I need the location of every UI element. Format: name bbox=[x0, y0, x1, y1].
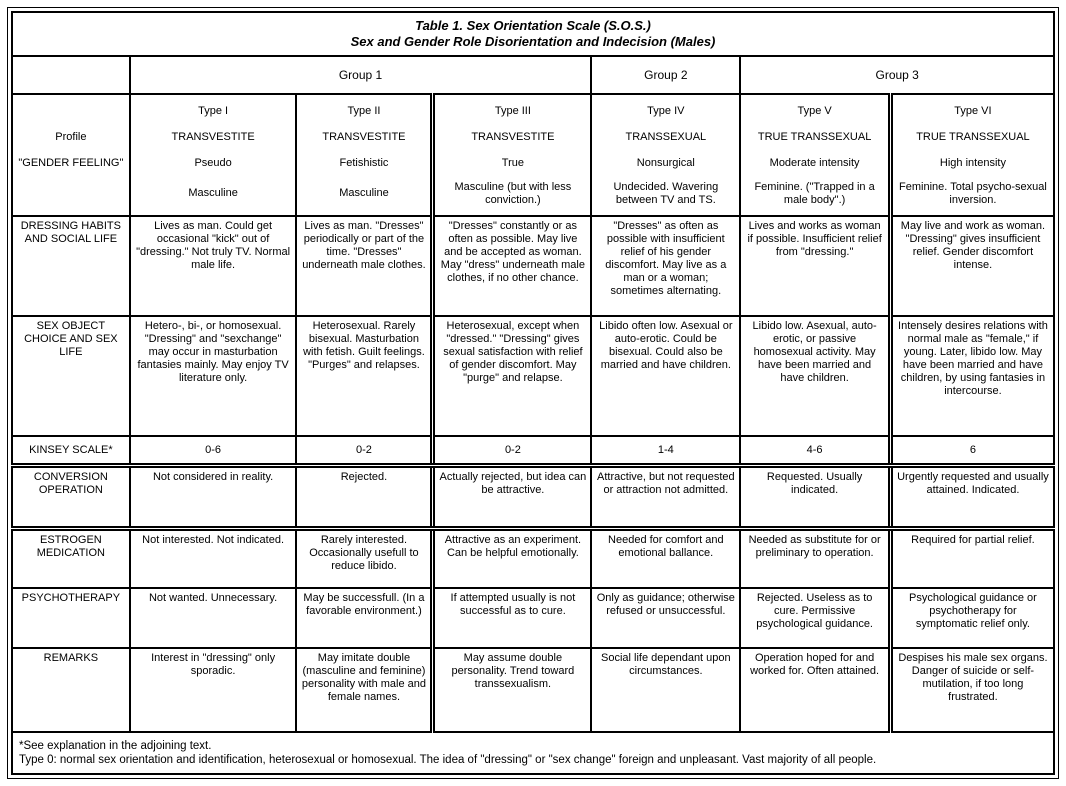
row-label: CONVERSION OPERATION bbox=[12, 466, 130, 529]
row-label: KINSEY SCALE* bbox=[12, 436, 130, 466]
type-category: TRANSVESTITE bbox=[171, 131, 255, 144]
table-cell: 1-4 bbox=[591, 436, 740, 466]
table-cell: 0-2 bbox=[433, 436, 591, 466]
table-title-line1: Table 1. Sex Orientation Scale (S.O.S.) bbox=[415, 18, 651, 33]
th-type-vi bbox=[890, 94, 1054, 216]
group-1-header: Group 1 bbox=[130, 56, 592, 94]
table-cell: May assume double personality. Trend toward transsexualism. bbox=[433, 648, 591, 732]
profile-label: Profile bbox=[55, 131, 87, 144]
group-2-header: Group 2 bbox=[591, 56, 740, 94]
type-category: TRUE TRANSSEXUAL bbox=[757, 131, 872, 144]
footnote-asterisk: *See explanation in the adjoining text. bbox=[19, 740, 212, 752]
table-cell: 6 bbox=[890, 436, 1054, 466]
type-feeling: Feminine. ("Trapped in a male body".) bbox=[754, 180, 875, 206]
table-cell: "Dresses" as often as possible with insufficient relief of his gender discomfort. May live as a man or a woman; sometimes alternating. bbox=[591, 216, 740, 316]
type-subtype: Pseudo bbox=[194, 156, 232, 169]
table-cell: Lives as man. "Dresses" periodically or part of the time. "Dresses" underneath male clothes. bbox=[296, 216, 433, 316]
row-label: REMARKS bbox=[12, 648, 130, 732]
table-cell: "Dresses" constantly or as often as possible. May live and be accepted as woman. May "dress" underneath male clothes, if no other chance. bbox=[433, 216, 591, 316]
group-3-header: Group 3 bbox=[740, 56, 1054, 94]
gender-feeling-label: "GENDER FEELING" bbox=[18, 156, 124, 169]
type-subtype: Fetishistic bbox=[339, 156, 389, 169]
table-cell: Social life dependant upon circumstances. bbox=[591, 648, 740, 732]
table-cell: 4-6 bbox=[740, 436, 890, 466]
table-cell: Despises his male sex organs. Danger of suicide or self-mutilation, if too long frustrated. bbox=[890, 648, 1054, 732]
table-cell: Interest in "dressing" only sporadic. bbox=[130, 648, 297, 732]
type-category: TRANSSEXUAL bbox=[625, 131, 707, 144]
type-name: Type V bbox=[797, 105, 832, 118]
table-cell: Not wanted. Unnecessary. bbox=[130, 588, 297, 648]
type-subtype: Moderate intensity bbox=[769, 156, 860, 169]
table-cell: If attempted usually is not successful as to cure. bbox=[433, 588, 591, 648]
type-subtype: High intensity bbox=[939, 156, 1006, 169]
table-cell: Required for partial relief. bbox=[890, 529, 1054, 589]
sos-table bbox=[11, 11, 1055, 775]
table-cell: Libido low. Asexual, auto-erotic, or passive homosexual activity. May have been married and have children. bbox=[740, 316, 890, 436]
type-name: Type II bbox=[347, 105, 381, 118]
table-cell: Only as guidance; otherwise refused or unsuccessful. bbox=[591, 588, 740, 648]
type-category: TRUE TRANSSEXUAL bbox=[916, 131, 1030, 144]
footnote-type-0: Type 0: normal sex orientation and identification, heterosexual or homosexual. The idea of "dressing" or "sex change" foreign and unpleasant. Vast majority of all people. bbox=[19, 754, 877, 766]
table-cell: Lives and works as woman if possible. Insufficient relief from "dressing." bbox=[740, 216, 890, 316]
row-label: SEX OBJECT CHOICE AND SEX LIFE bbox=[12, 316, 130, 436]
type-feeling: Masculine (but with less conviction.) bbox=[454, 180, 572, 206]
th-type-iv bbox=[591, 94, 740, 216]
table-cell: Needed for comfort and emotional ballance. bbox=[591, 529, 740, 589]
row-label: ESTROGEN MEDICATION bbox=[12, 529, 130, 589]
footnotes bbox=[12, 732, 1054, 774]
type-subtype: True bbox=[501, 156, 524, 169]
type-feeling: Undecided. Wavering between TV and TS. bbox=[613, 180, 719, 206]
table-cell: 0-2 bbox=[296, 436, 433, 466]
table-cell: Needed as substitute for or preliminary to operation. bbox=[740, 529, 890, 589]
table-cell: Heterosexual, except when "dressed." "Dressing" gives sexual satisfaction with relief of gender discomfort. May "purge" and relapse. bbox=[433, 316, 591, 436]
table-cell: Not considered in reality. bbox=[130, 466, 297, 529]
table-cell: Urgently requested and usually attained. Indicated. bbox=[890, 466, 1054, 529]
table-title-line2: Sex and Gender Role Disorientation and Indecision (Males) bbox=[350, 34, 716, 49]
type-feeling: Feminine. Total psycho-sexual inversion. bbox=[899, 180, 1047, 206]
type-feeling: Masculine bbox=[188, 187, 238, 200]
table-cell: Lives as man. Could get occasional "kick" out of "dressing." Not truly TV. Normal male life. bbox=[130, 216, 297, 316]
type-subtype: Nonsurgical bbox=[636, 156, 695, 169]
type-category: TRANSVESTITE bbox=[471, 131, 555, 144]
th-type-v bbox=[740, 94, 890, 216]
table-cell: May imitate double (masculine and feminine) personality with male and female names. bbox=[296, 648, 433, 732]
type-name: Type III bbox=[494, 105, 531, 118]
th-type-iii bbox=[433, 94, 591, 216]
type-name: Type IV bbox=[647, 105, 685, 118]
table-title bbox=[12, 12, 1054, 56]
table-cell: May be successfull. (In a favorable environment.) bbox=[296, 588, 433, 648]
table-cell: Operation hoped for and worked for. Often attained. bbox=[740, 648, 890, 732]
table-cell: 0-6 bbox=[130, 436, 297, 466]
table-cell: Heterosexual. Rarely bisexual. Masturbation with fetish. Guilt feelings. "Purges" and relapses. bbox=[296, 316, 433, 436]
table-cell: Rarely interested. Occasionally usefull to reduce libido. bbox=[296, 529, 433, 589]
row-label: DRESSING HABITS AND SOCIAL LIFE bbox=[12, 216, 130, 316]
table-cell: Rejected. bbox=[296, 466, 433, 529]
table-cell: Requested. Usually indicated. bbox=[740, 466, 890, 529]
th-type-i bbox=[130, 94, 297, 216]
table-cell: Attractive as an experiment. Can be helpful emotionally. bbox=[433, 529, 591, 589]
profile-row-label bbox=[12, 94, 130, 216]
type-category: TRANSVESTITE bbox=[322, 131, 406, 144]
th-type-ii bbox=[296, 94, 433, 216]
table-cell: Libido often low. Asexual or auto-erotic. Could be bisexual. Could also be married and have children. bbox=[591, 316, 740, 436]
table-cell: Actually rejected, but idea can be attractive. bbox=[433, 466, 591, 529]
row-label: PSYCHOTHERAPY bbox=[12, 588, 130, 648]
table-cell: Attractive, but not requested or attraction not admitted. bbox=[591, 466, 740, 529]
table-cell: Intensely desires relations with normal male as "female," if young. Later, libido low. May have been married and have children, by using fantasies in intercourse. bbox=[890, 316, 1054, 436]
type-feeling: Masculine bbox=[339, 187, 389, 200]
table-cell: Hetero-, bi-, or homosexual. "Dressing" and "sexchange" may occur in masturbation fantasies mainly. May enjoy TV literature only. bbox=[130, 316, 297, 436]
corner-cell bbox=[12, 56, 130, 94]
table-cell: Psychological guidance or psychotherapy for symptomatic relief only. bbox=[890, 588, 1054, 648]
table-cell: Rejected. Useless as to cure. Permissive psychological guidance. bbox=[740, 588, 890, 648]
table-cell: May live and work as woman. "Dressing" gives insufficient relief. Gender discomfort intense. bbox=[890, 216, 1054, 316]
table-frame bbox=[7, 7, 1059, 779]
type-name: Type I bbox=[198, 105, 229, 118]
table-cell: Not interested. Not indicated. bbox=[130, 529, 297, 589]
type-name: Type VI bbox=[954, 105, 992, 118]
